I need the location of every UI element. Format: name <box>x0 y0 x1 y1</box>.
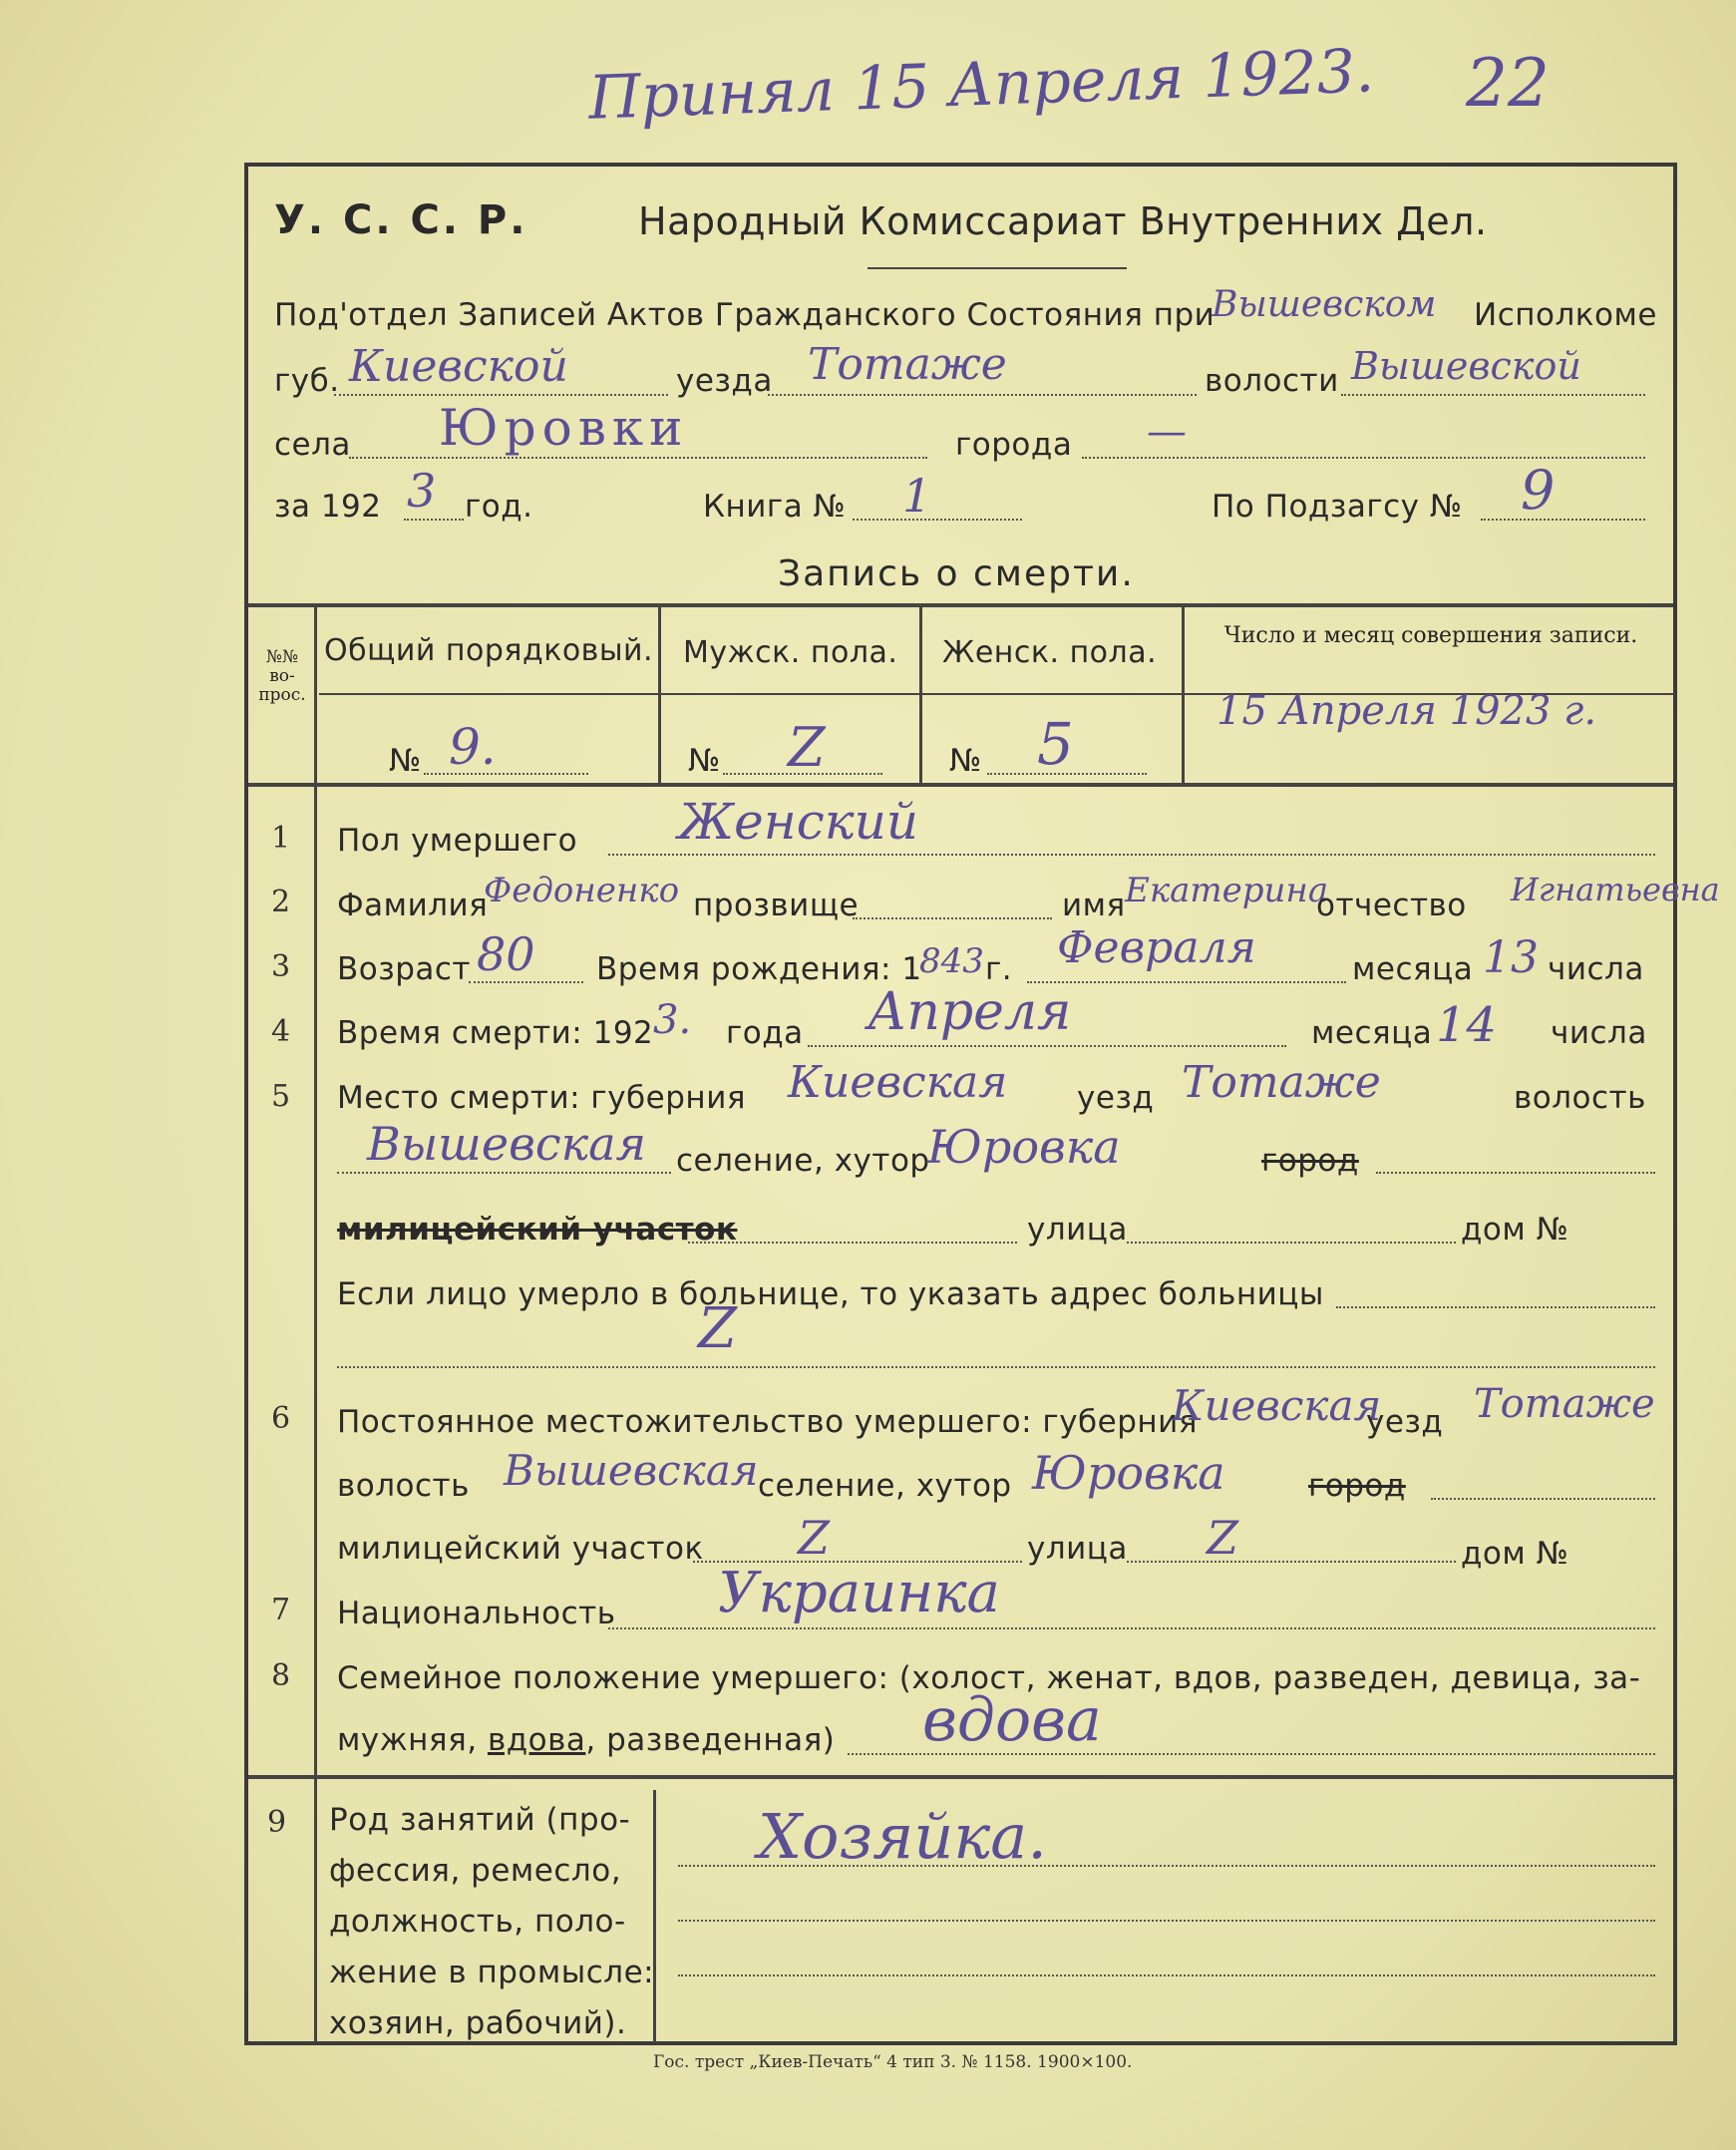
q3-day-label: числа <box>1548 951 1644 987</box>
col-line-1 <box>658 603 661 783</box>
q2-surname-hw: Федоненко <box>484 871 680 910</box>
q5-hospital-line <box>1336 1306 1655 1308</box>
q3-age-hw: 80 <box>477 927 535 981</box>
q8-label-divorced: , разведенная) <box>585 1722 836 1758</box>
q5-street-line <box>1127 1242 1456 1244</box>
q1-label: Пол умершего <box>337 823 578 859</box>
q4-month-label: месяца <box>1311 1015 1433 1051</box>
qnum-head: №№ во- прос. <box>258 647 306 705</box>
q7-number: 7 <box>271 1593 291 1627</box>
q8-label-line2 <box>337 1722 835 1758</box>
year-hw: 3 <box>407 464 437 518</box>
gorod-line <box>1082 457 1645 459</box>
row9-split-line <box>653 1790 656 2042</box>
q6-khutor-hw: Юровка <box>1032 1446 1225 1500</box>
uezd-line <box>768 394 1197 396</box>
gub-label: губ. <box>274 363 340 399</box>
q8-label: Семейное положение умершего: (холост, женат, вдов, разведен, девица, за- <box>337 1660 1641 1696</box>
q3-born-hw: 843 <box>919 941 984 981</box>
q5-hospital-line2 <box>337 1366 1655 1368</box>
col-line-2 <box>919 603 922 783</box>
podzag-hw: 9 <box>1521 459 1556 522</box>
q4-month-line <box>808 1045 1286 1047</box>
volost-hw: Вышевской <box>1351 344 1581 388</box>
q4-month-hw: Апреля <box>868 982 1072 1042</box>
q9-label-4: жение в промысле: <box>329 1955 655 1990</box>
selo-label: села <box>274 427 351 463</box>
q7-hw: Украинка <box>718 1561 1000 1625</box>
date-hw: 15 Апреля 1923 г. <box>1216 688 1597 734</box>
received-note: Принял 15 Апреля 1923. <box>587 36 1376 134</box>
table-top-line <box>248 603 1673 607</box>
q2-surname-label: Фамилия <box>337 888 489 923</box>
q3-age-line <box>469 981 583 983</box>
subdept-suffix: Исполкоме <box>1474 297 1657 333</box>
q6-uezd-label: уезд <box>1366 1404 1444 1440</box>
q9-label-2: фессия, ремесло, <box>329 1853 622 1889</box>
q6-volost-label: волость <box>337 1468 470 1504</box>
gub-line <box>334 394 668 396</box>
q1-number: 1 <box>271 821 291 856</box>
q9-number: 9 <box>267 1805 287 1840</box>
q2-name-hw: Екатерина <box>1125 871 1329 910</box>
q2-nick-label: прозвище <box>693 888 860 923</box>
q2-nick-line <box>853 917 1052 919</box>
row9-num-line <box>314 1775 317 2042</box>
podzag-label: По Подзагсу № <box>1212 489 1463 525</box>
q5-gorod-line <box>1376 1172 1655 1174</box>
q8-hw: вдова <box>922 1685 1102 1755</box>
q6-street-line <box>1127 1561 1456 1563</box>
uezd-label: уезда <box>676 363 773 399</box>
q2-patr-label: отчество <box>1316 888 1467 923</box>
q9-label-5: хозяин, рабочий). <box>329 2005 627 2041</box>
q6-street-label: улица <box>1027 1531 1128 1567</box>
volost-label: волости <box>1205 363 1339 399</box>
q8-label-married: мужняя, <box>337 1722 478 1758</box>
q6-militia-hw: Z <box>798 1511 830 1565</box>
q1-line <box>608 854 1655 856</box>
female-head: Женск. пола. <box>942 635 1158 670</box>
female-no: № <box>949 743 982 779</box>
book-hw: 1 <box>902 469 932 523</box>
male-hw: Z <box>788 716 826 779</box>
q1-hw: Женский <box>678 793 918 851</box>
selo-line <box>349 457 927 459</box>
q5-volost-label: волость <box>1514 1080 1646 1116</box>
q3-month-hw: Февраля <box>1057 922 1256 973</box>
gub-hw: Киевской <box>349 341 568 392</box>
q3-day-hw: 13 <box>1483 932 1539 983</box>
q9-label-3: должность, поло- <box>329 1904 626 1940</box>
q9-hw: Хозяйка. <box>758 1800 1047 1873</box>
q5-uezd-label: уезд <box>1077 1080 1155 1116</box>
q5-uezd-hw: Тотаже <box>1182 1057 1381 1108</box>
republic-title: У. С. С. Р. <box>274 197 528 243</box>
general-no: № <box>389 743 422 779</box>
commissariat-title: Народный Комиссариат Внутренних Дел. <box>638 199 1488 243</box>
q2-number: 2 <box>271 885 291 919</box>
male-head: Мужск. пола. <box>683 635 898 670</box>
year-label: за 192 <box>274 489 382 525</box>
header-divider <box>868 267 1127 269</box>
q8-label-widow: вдова <box>487 1722 586 1758</box>
q4-death-label: Время смерти: 192 <box>337 1015 654 1051</box>
q4-number: 4 <box>271 1014 291 1049</box>
q3-born-label: Время рождения: 1 <box>596 951 922 987</box>
q3-month-line <box>1027 981 1346 983</box>
q5-house-label: дом № <box>1461 1212 1569 1248</box>
q2-name-label: имя <box>1062 888 1126 923</box>
q5-gub-hw: Киевская <box>788 1057 1008 1108</box>
q6-gorod-label: город <box>1308 1468 1406 1504</box>
male-no: № <box>688 743 721 779</box>
q4-day-hw: 14 <box>1436 997 1498 1053</box>
q3-month-label: месяца <box>1352 951 1474 987</box>
q6-gorod-line <box>1431 1498 1655 1500</box>
q6-militia-label: милицейский участок <box>337 1531 704 1567</box>
book-line <box>853 519 1022 521</box>
year-label-post: год. <box>465 489 533 525</box>
q5-place-label: Место смерти: губерния <box>337 1080 746 1116</box>
q9-label-1: Род занятий (про- <box>329 1802 631 1838</box>
q4-day-label: числа <box>1551 1015 1647 1051</box>
q4-goda-label: года <box>726 1015 804 1051</box>
book-label: Книга № <box>703 489 847 525</box>
q7-label: Национальность <box>337 1596 616 1631</box>
general-hw: 9. <box>449 718 497 776</box>
q6-house-label: дом № <box>1461 1536 1569 1572</box>
gorod-label: города <box>955 427 1073 463</box>
date-head: Число и месяц совершения записи. <box>1223 623 1638 648</box>
q6-volost-hw: Вышевская <box>504 1446 759 1495</box>
q6-uezd-hw: Тотаже <box>1474 1381 1655 1427</box>
q5-gorod-label: город <box>1261 1143 1359 1179</box>
q5-hospital-hw: Z <box>698 1296 737 1361</box>
q7-line <box>608 1627 1655 1629</box>
q6-residence-label: Постоянное местожительство умершего: губерния <box>337 1404 1198 1440</box>
q5-militia-label: милицейский участок <box>337 1212 738 1248</box>
q6-gub-hw: Киевская <box>1172 1381 1382 1430</box>
q8-number: 8 <box>271 1658 291 1693</box>
volost-line <box>1341 394 1645 396</box>
q6-street-hw: Z <box>1207 1511 1238 1565</box>
q5-khutor-hw: Юровка <box>927 1120 1121 1174</box>
q5-volost-line <box>337 1172 671 1174</box>
q2-patr-hw: Игнатьевна <box>1511 871 1720 908</box>
q6-selenie-label: селение, хутор <box>758 1468 1012 1504</box>
subdept-label: Под'отдел Записей Актов Гражданского Состояния при <box>274 297 1215 333</box>
female-hw: 5 <box>1037 710 1074 778</box>
q9-label <box>329 1795 655 2049</box>
q3-g-label: г. <box>985 951 1013 987</box>
q4-year-hw: 3. <box>653 997 692 1043</box>
q9-line-3 <box>678 1974 1655 1976</box>
q5-selenie-label: селение, хутор <box>676 1143 930 1179</box>
year-line <box>404 519 464 521</box>
q5-hospital-label: Если лицо умерло в больнице, то указать адрес больницы <box>337 1276 1324 1312</box>
q9-line-2 <box>678 1920 1655 1922</box>
q3-age-label: Возраст <box>337 951 471 987</box>
page-number: 22 <box>1466 45 1550 122</box>
selo-hw: Юровки <box>439 399 689 457</box>
q3-number: 3 <box>271 949 291 984</box>
printer-footer: Гос. трест „Киев-Печать“ 4 тип 3. № 1158. 1900×100. <box>653 2052 1133 2072</box>
podzag-line <box>1481 519 1645 521</box>
general-head: Общий порядковый. <box>324 633 654 668</box>
uezd-hw: Тотаже <box>808 339 1007 390</box>
col-line-3 <box>1182 603 1185 783</box>
gorod-hw: — <box>1147 409 1187 455</box>
q6-number: 6 <box>271 1401 291 1436</box>
q5-volost-hw: Вышевская <box>367 1117 646 1171</box>
q5-militia-line <box>688 1242 1017 1244</box>
record-title: Запись о смерти. <box>778 553 1135 594</box>
table-bottom-line <box>248 783 1673 787</box>
num-column-line <box>314 603 317 1775</box>
q5-number: 5 <box>271 1079 291 1114</box>
row9-top-line <box>248 1775 1673 1779</box>
subdept-hw: Вышевском <box>1212 284 1437 325</box>
q5-street-label: улица <box>1027 1212 1128 1248</box>
